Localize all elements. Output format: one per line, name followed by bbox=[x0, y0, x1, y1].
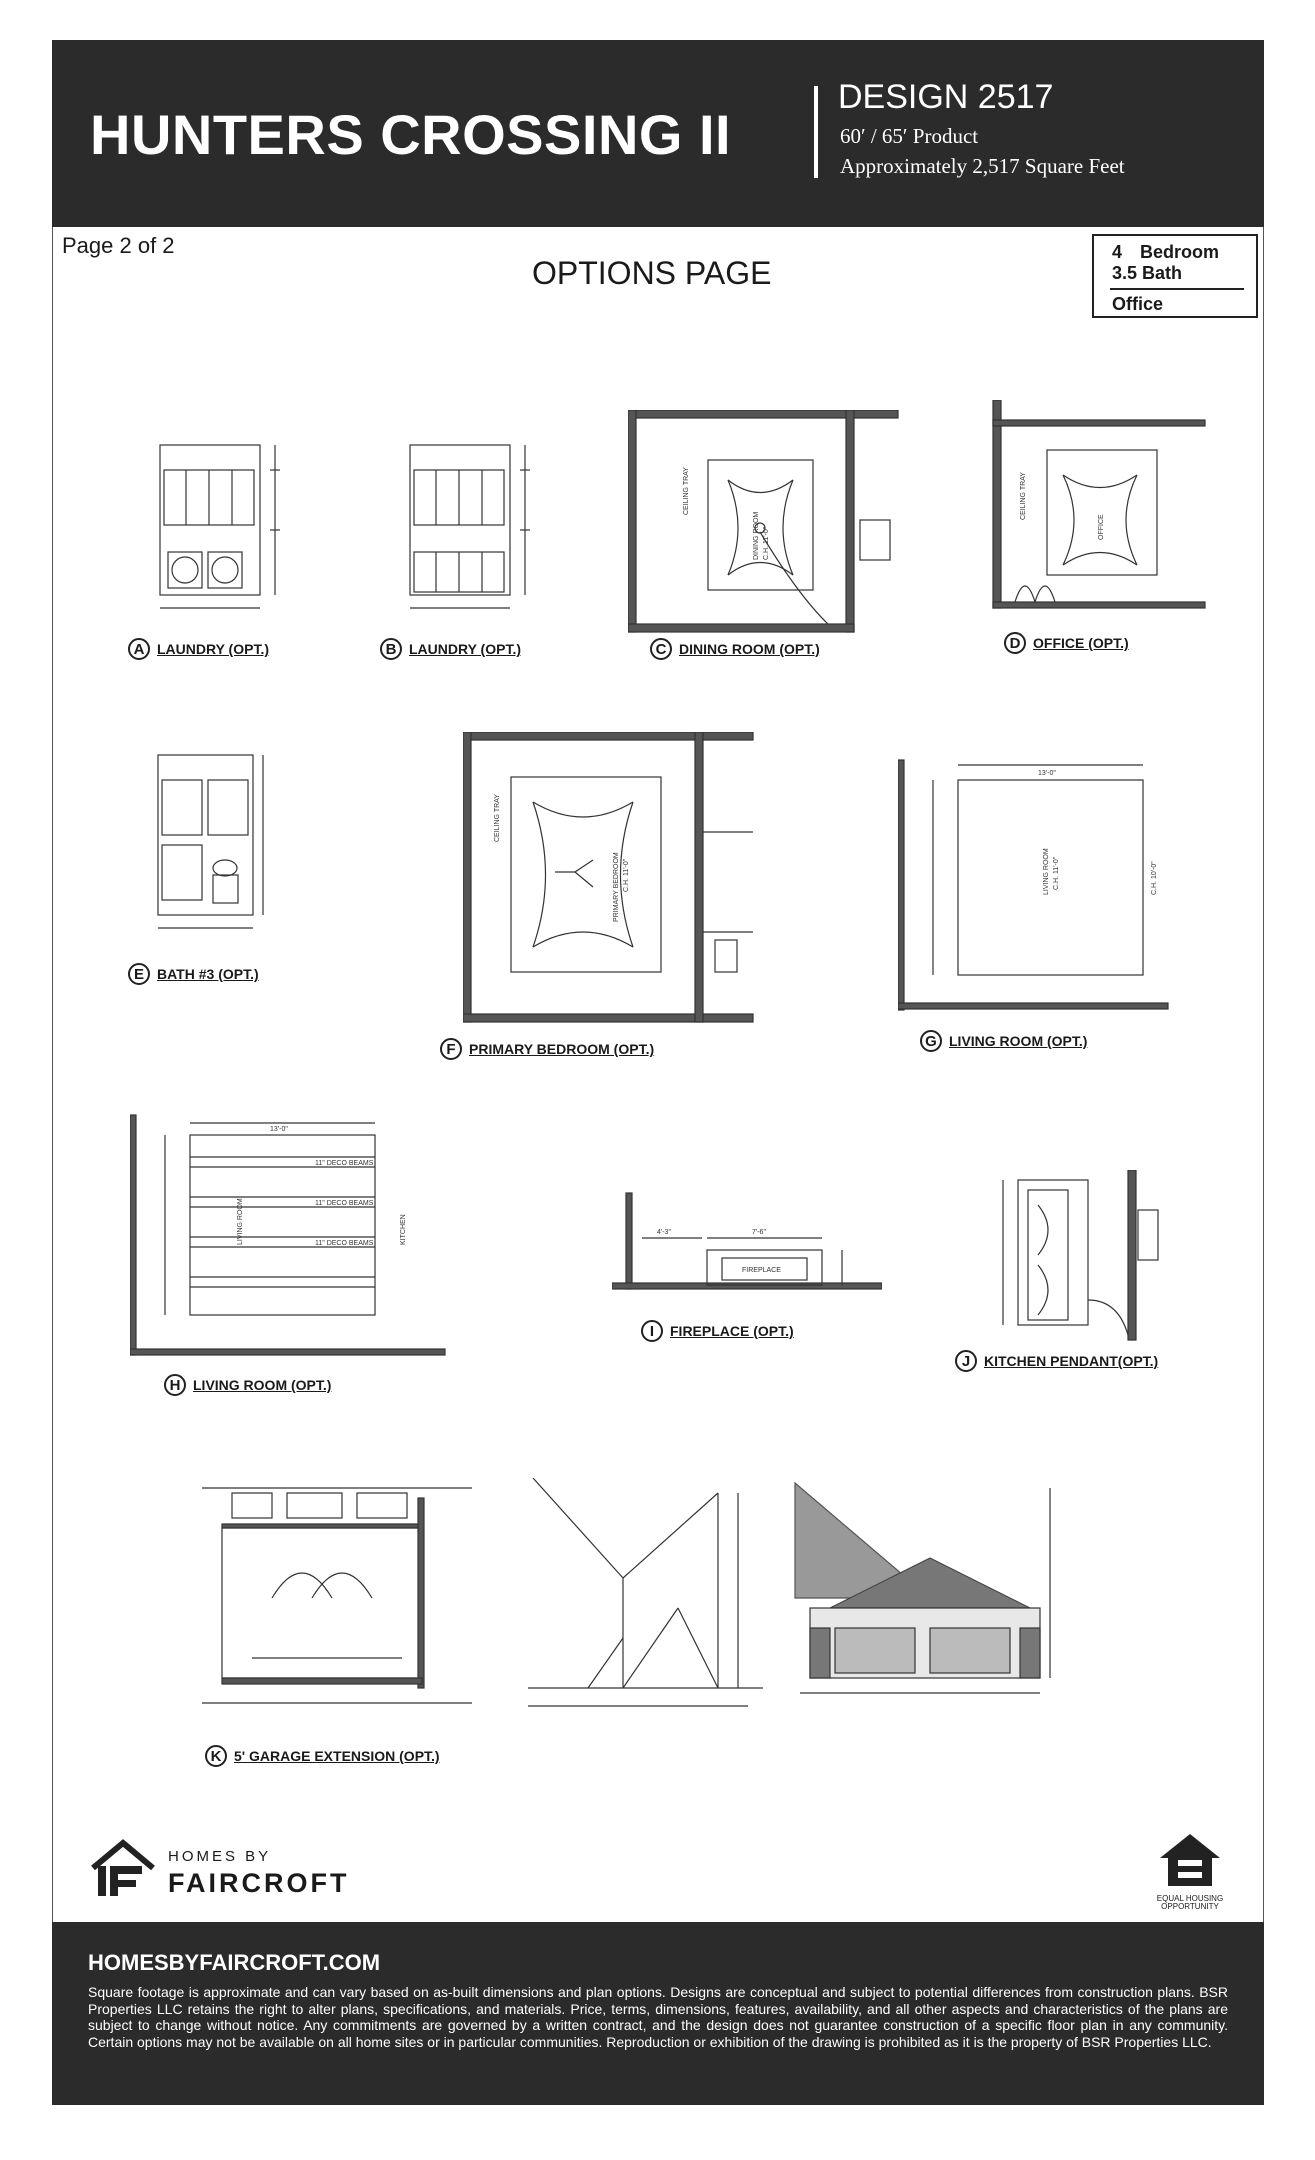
plan-annotation: 4'-3" bbox=[657, 1229, 671, 1236]
drawing-primary-bedroom bbox=[463, 732, 755, 1024]
equal-housing-logo bbox=[1150, 1830, 1230, 1912]
product-size: 60′ / 65′ Product bbox=[840, 124, 979, 148]
option-label-c bbox=[650, 638, 820, 660]
option-label-j bbox=[955, 1350, 1158, 1372]
plan-annotation: CEILING TRAY bbox=[683, 467, 690, 515]
drawing-laundry-a bbox=[150, 440, 300, 620]
drawing-kitchen-pendant bbox=[988, 1170, 1168, 1345]
option-letter: D bbox=[1004, 632, 1026, 654]
option-label-d bbox=[1004, 632, 1129, 654]
plan-annotation: KITCHEN bbox=[400, 1214, 407, 1245]
options-title: OPTIONS PAGE bbox=[532, 255, 772, 291]
option-label-e bbox=[128, 963, 259, 985]
website-link[interactable]: HOMESBYFAIRCROFT.COM bbox=[88, 1950, 381, 1975]
drawing-laundry-b bbox=[400, 440, 550, 620]
option-title: KITCHEN PENDANT(OPT.) bbox=[984, 1353, 1159, 1369]
disclaimer-text: Square footage is approximate and can vary based on as-built dimensions and plan options. Designs are conceptual and subject to potential differences from construction plans. BSR Properties LLC retains the right to alter plans, specifications, and materials. Price, terms, dimensions, features, availability, and all other aspects and characteristics of the plans are subject to change without notice. Any commitments are governed by a written contract, and the design does not guarantee construction of a specific floor plan in any community. Certain options may not be available on all home sites or in particular communities. Reproduction or exhibition of the drawing is prohibited as it is the property of BSR Properties LLC. bbox=[88, 1984, 1228, 2050]
option-letter: H bbox=[164, 1374, 186, 1396]
header-banner bbox=[52, 40, 1264, 227]
plan-annotation: C.H. 11'-0" bbox=[1053, 856, 1060, 890]
info-divider bbox=[1110, 288, 1244, 290]
plan-annotation: 11" DECO BEAMS bbox=[315, 1160, 374, 1167]
plan-annotation: 13'-0" bbox=[270, 1126, 288, 1133]
option-title: LAUNDRY (OPT.) bbox=[157, 641, 269, 657]
page-frame bbox=[52, 40, 1264, 2105]
bath-count: 3.5 Bath bbox=[1112, 263, 1183, 283]
logo-big-text: FAIRCROFT bbox=[168, 1868, 350, 1898]
plan-annotation: 11" DECO BEAMS bbox=[315, 1200, 374, 1207]
plan-annotation: LIVING ROOM bbox=[1043, 848, 1050, 895]
plan-annotation: 11" DECO BEAMS bbox=[315, 1240, 374, 1247]
plan-name: HUNTERS CROSSING II bbox=[90, 103, 732, 166]
option-title: LIVING ROOM (OPT.) bbox=[193, 1377, 332, 1393]
option-title: FIREPLACE (OPT.) bbox=[670, 1323, 794, 1339]
equal-housing-text: EQUAL HOUSING OPPORTUNITY bbox=[1156, 1894, 1224, 1911]
option-label-i bbox=[641, 1320, 794, 1342]
option-title: PRIMARY BEDROOM (OPT.) bbox=[469, 1041, 655, 1057]
plan-annotation: CEILING TRAY bbox=[494, 794, 501, 842]
plan-annotation: OFFICE bbox=[1098, 514, 1105, 540]
option-letter: G bbox=[920, 1030, 942, 1052]
option-label-k bbox=[205, 1745, 440, 1767]
plan-annotation: C.H. 10'-0" bbox=[1151, 861, 1158, 895]
option-title: 5' GARAGE EXTENSION (OPT.) bbox=[234, 1748, 440, 1764]
option-title: LIVING ROOM (OPT.) bbox=[949, 1033, 1088, 1049]
option-letter: E bbox=[128, 963, 150, 985]
option-letter: J bbox=[955, 1350, 977, 1372]
plan-annotation: 7'-6" bbox=[752, 1229, 766, 1236]
option-label-b bbox=[380, 638, 521, 660]
drawing-bath-3 bbox=[148, 750, 288, 940]
drawing-living-room-h bbox=[130, 1095, 450, 1365]
footer-banner bbox=[52, 1922, 1264, 2105]
option-letter: C bbox=[650, 638, 672, 660]
option-title: DINING ROOM (OPT.) bbox=[679, 641, 820, 657]
plan-annotation: FIREPLACE bbox=[742, 1267, 781, 1274]
plan-annotation: PRIMARY BEDROOM bbox=[613, 852, 620, 922]
house-logo-icon bbox=[88, 1838, 158, 1898]
bedroom-count: 4 bbox=[1112, 242, 1123, 262]
room-info-box bbox=[1092, 234, 1258, 318]
faircroft-logo bbox=[88, 1838, 378, 1898]
plan-annotation: LIVING ROOM bbox=[237, 1198, 244, 1245]
option-letter: I bbox=[641, 1320, 663, 1342]
equal-housing-icon bbox=[1152, 1830, 1228, 1890]
bedroom-row bbox=[1112, 242, 1219, 263]
drawing-living-room-g bbox=[898, 745, 1178, 1020]
drawing-garage-roof bbox=[528, 1478, 773, 1718]
option-title: BATH #3 (OPT.) bbox=[157, 966, 259, 982]
option-letter: A bbox=[128, 638, 150, 660]
logo-small-text: HOMES BY bbox=[168, 1848, 272, 1865]
option-letter: F bbox=[440, 1038, 462, 1060]
header-divider bbox=[814, 86, 818, 178]
drawing-garage-plan bbox=[192, 1478, 482, 1718]
option-label-a bbox=[128, 638, 269, 660]
drawing-fireplace bbox=[612, 1188, 882, 1298]
option-label-f bbox=[440, 1038, 654, 1060]
plan-annotation: CEILING TRAY bbox=[1020, 472, 1027, 520]
square-footage: Approximately 2,517 Square Feet bbox=[840, 154, 1125, 178]
drawing-garage-elevation bbox=[790, 1478, 1095, 1718]
option-title: OFFICE (OPT.) bbox=[1033, 635, 1129, 651]
plan-annotation: C.H. 11'-0" bbox=[623, 858, 630, 892]
plan-annotation: DINING ROOM bbox=[753, 511, 760, 560]
page-number: Page 2 of 2 bbox=[62, 233, 175, 258]
bedroom-label: Bedroom bbox=[1140, 242, 1220, 262]
drawing-office bbox=[975, 400, 1210, 615]
design-number: DESIGN 2517 bbox=[838, 78, 1054, 116]
office-label: Office bbox=[1112, 294, 1164, 314]
plan-annotation: 13'-0" bbox=[1038, 770, 1056, 777]
option-letter: K bbox=[205, 1745, 227, 1767]
plan-annotation: C.H. 11'-0" bbox=[763, 526, 770, 560]
option-letter: B bbox=[380, 638, 402, 660]
option-label-h bbox=[164, 1374, 331, 1396]
drawing-dining-room bbox=[628, 410, 903, 635]
option-label-g bbox=[920, 1030, 1087, 1052]
option-title: LAUNDRY (OPT.) bbox=[409, 641, 521, 657]
